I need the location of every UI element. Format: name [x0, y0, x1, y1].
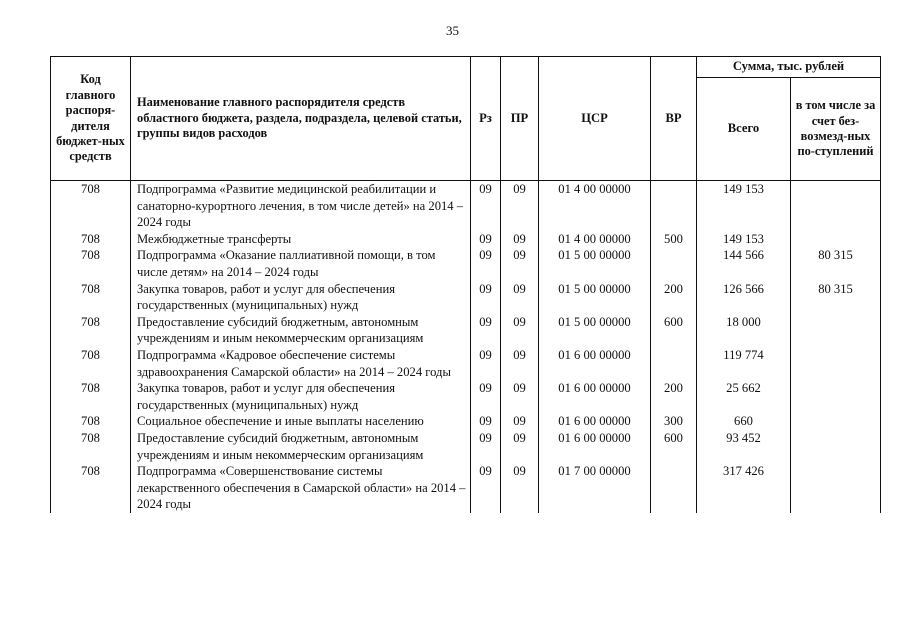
cell-rz: 09 — [471, 247, 501, 280]
cell-free — [791, 314, 881, 347]
cell-code: 708 — [51, 347, 131, 380]
cell-code: 708 — [51, 231, 131, 248]
header-name: Наименование главного распорядителя средств областного бюджета, раздела, подраздела, целевой статьи, группы видов расходов — [131, 57, 471, 181]
table-row — [51, 380, 881, 413]
table-body — [51, 181, 881, 513]
cell-vr: 600 — [651, 314, 697, 347]
table-row — [51, 430, 881, 463]
cell-pr: 09 — [501, 231, 539, 248]
header-sum: Сумма, тыс. рублей — [697, 57, 881, 78]
page-number: 35 — [446, 23, 459, 38]
cell-csr: 01 4 00 00000 — [539, 231, 651, 248]
table-row — [51, 181, 881, 231]
cell-name: Социальное обеспечение и иные выплаты населению — [131, 413, 471, 430]
cell-total: 660 — [697, 413, 791, 430]
cell-rz: 09 — [471, 281, 501, 314]
cell-total: 18 000 — [697, 314, 791, 347]
cell-name: Закупка товаров, работ и услуг для обеспечения государственных (муниципальных) нужд — [131, 281, 471, 314]
cell-free — [791, 181, 881, 231]
cell-rz: 09 — [471, 430, 501, 463]
table-row — [51, 463, 881, 513]
cell-total: 25 662 — [697, 380, 791, 413]
cell-rz: 09 — [471, 347, 501, 380]
cell-free — [791, 380, 881, 413]
cell-csr: 01 5 00 00000 — [539, 314, 651, 347]
cell-rz: 09 — [471, 463, 501, 513]
table-header — [51, 57, 881, 181]
cell-free — [791, 231, 881, 248]
cell-code: 708 — [51, 181, 131, 231]
cell-free: 80 315 — [791, 281, 881, 314]
cell-rz: 09 — [471, 380, 501, 413]
cell-pr: 09 — [501, 281, 539, 314]
cell-csr: 01 4 00 00000 — [539, 181, 651, 231]
header-rz: Рз — [471, 57, 501, 181]
cell-free — [791, 347, 881, 380]
cell-total: 93 452 — [697, 430, 791, 463]
cell-vr: 200 — [651, 281, 697, 314]
cell-total: 149 153 — [697, 231, 791, 248]
cell-csr: 01 6 00 00000 — [539, 347, 651, 380]
cell-vr — [651, 347, 697, 380]
cell-code: 708 — [51, 281, 131, 314]
cell-csr: 01 6 00 00000 — [539, 413, 651, 430]
cell-code: 708 — [51, 380, 131, 413]
cell-vr — [651, 247, 697, 280]
header-code: Код главного распоря-дителя бюджет-ных средств — [51, 57, 131, 181]
cell-csr: 01 5 00 00000 — [539, 247, 651, 280]
cell-vr: 200 — [651, 380, 697, 413]
cell-pr: 09 — [501, 463, 539, 513]
table-row — [51, 247, 881, 280]
cell-pr: 09 — [501, 380, 539, 413]
cell-free: 80 315 — [791, 247, 881, 280]
cell-free — [791, 463, 881, 513]
cell-csr: 01 5 00 00000 — [539, 281, 651, 314]
cell-name: Подпрограмма «Развитие медицинской реабилитации и санаторно-курортного лечения, в том числе детей» на 2014 – 2024 годы — [131, 181, 471, 231]
cell-name: Подпрограмма «Оказание паллиативной помощи, в том числе детям» на 2014 – 2024 годы — [131, 247, 471, 280]
cell-vr: 300 — [651, 413, 697, 430]
cell-free — [791, 430, 881, 463]
cell-name: Подпрограмма «Совершенствование системы лекарственного обеспечения в Самарской области» на 2014 – 2024 годы — [131, 463, 471, 513]
cell-code: 708 — [51, 314, 131, 347]
cell-name: Предоставление субсидий бюджетным, автономным учреждениям и иным некоммерческим организациям — [131, 430, 471, 463]
cell-name: Межбюджетные трансферты — [131, 231, 471, 248]
table-row — [51, 231, 881, 248]
header-free: в том числе за счет без-возмезд-ных по-ступлений — [791, 78, 881, 181]
cell-pr: 09 — [501, 247, 539, 280]
cell-code: 708 — [51, 413, 131, 430]
table-row — [51, 413, 881, 430]
cell-name: Предоставление субсидий бюджетным, автономным учреждениям и иным некоммерческим организациям — [131, 314, 471, 347]
cell-code: 708 — [51, 463, 131, 513]
cell-vr: 500 — [651, 231, 697, 248]
cell-vr — [651, 181, 697, 231]
cell-total: 126 566 — [697, 281, 791, 314]
cell-name: Подпрограмма «Кадровое обеспечение системы здравоохранения Самарской области» на 2014 – 2024 годы — [131, 347, 471, 380]
table-row — [51, 281, 881, 314]
cell-pr: 09 — [501, 181, 539, 231]
cell-pr: 09 — [501, 314, 539, 347]
cell-csr: 01 6 00 00000 — [539, 380, 651, 413]
cell-csr: 01 7 00 00000 — [539, 463, 651, 513]
header-pr: ПР — [501, 57, 539, 181]
cell-csr: 01 6 00 00000 — [539, 430, 651, 463]
cell-total: 119 774 — [697, 347, 791, 380]
cell-code: 708 — [51, 430, 131, 463]
cell-rz: 09 — [471, 231, 501, 248]
header-total: Всего — [697, 78, 791, 181]
header-vr: ВР — [651, 57, 697, 181]
cell-name: Закупка товаров, работ и услуг для обеспечения государственных (муниципальных) нужд — [131, 380, 471, 413]
header-csr: ЦСР — [539, 57, 651, 181]
cell-pr: 09 — [501, 347, 539, 380]
cell-free — [791, 413, 881, 430]
cell-vr: 600 — [651, 430, 697, 463]
cell-rz: 09 — [471, 181, 501, 231]
cell-code: 708 — [51, 247, 131, 280]
cell-rz: 09 — [471, 314, 501, 347]
cell-total: 317 426 — [697, 463, 791, 513]
cell-pr: 09 — [501, 430, 539, 463]
table-row — [51, 314, 881, 347]
cell-vr — [651, 463, 697, 513]
cell-pr: 09 — [501, 413, 539, 430]
budget-table — [50, 56, 881, 513]
table-row — [51, 347, 881, 380]
cell-total: 144 566 — [697, 247, 791, 280]
cell-total: 149 153 — [697, 181, 791, 231]
cell-rz: 09 — [471, 413, 501, 430]
